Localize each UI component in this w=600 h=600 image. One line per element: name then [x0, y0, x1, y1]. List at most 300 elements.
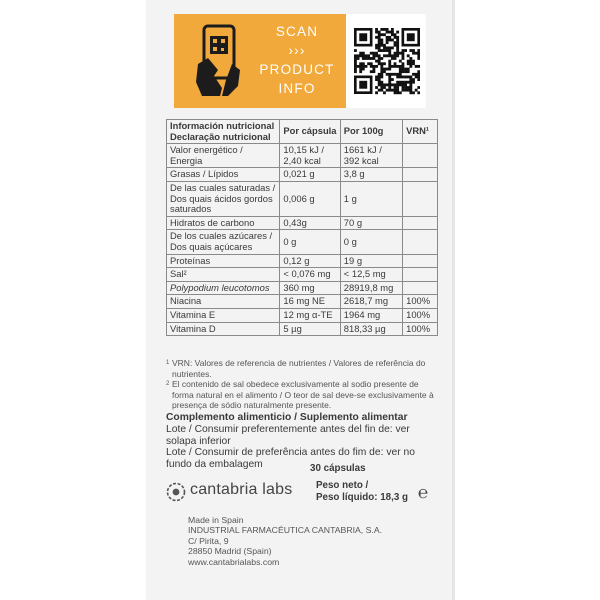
- qr-module: [370, 52, 373, 55]
- qr-module: [380, 89, 383, 92]
- qr-module: [396, 73, 399, 76]
- qr-module: [396, 86, 399, 89]
- qr-module: [388, 54, 391, 57]
- qr-module: [402, 81, 405, 84]
- qr-module: [372, 54, 375, 57]
- qr-module: [386, 46, 389, 49]
- qr-module: [380, 68, 383, 71]
- qr-module: [380, 33, 383, 36]
- qr-module: [354, 70, 357, 73]
- qr-module: [396, 44, 399, 47]
- qr-module: [399, 70, 402, 73]
- qr-module: [378, 81, 381, 84]
- footnote-mark: 2: [166, 381, 170, 387]
- table-row: [167, 216, 438, 230]
- qr-module: [417, 86, 420, 89]
- qr-module: [402, 68, 405, 71]
- qr-module: [375, 91, 378, 94]
- qr-module: [388, 49, 391, 52]
- row-per-100g: 70 g: [340, 216, 402, 230]
- brand-logo: [166, 480, 331, 504]
- qr-module: [399, 68, 402, 71]
- qr-module: [386, 28, 389, 31]
- header-vrn: VRN¹: [403, 120, 438, 144]
- qr-module: [417, 76, 420, 79]
- qr-module: [391, 73, 394, 76]
- row-vrn: [403, 144, 438, 168]
- qr-module: [362, 57, 365, 60]
- row-per-100g: 1964 mg: [340, 308, 402, 322]
- qr-code-icon[interactable]: [354, 24, 420, 98]
- address-line: INDUSTRIAL FARMACÉUTICA CANTABRIA, S.A.: [188, 525, 383, 536]
- qr-module: [388, 65, 391, 68]
- qr-module: [372, 70, 375, 73]
- qr-module: [399, 52, 402, 55]
- qr-module: [365, 54, 368, 57]
- scan-promo-banner: [174, 14, 426, 108]
- qr-module: [354, 60, 357, 63]
- qr-module: [396, 91, 399, 94]
- qr-module: [409, 57, 412, 60]
- qr-module: [407, 62, 410, 65]
- product-label: PRODUCT: [259, 62, 335, 77]
- row-vrn: [403, 168, 438, 182]
- qr-module: [380, 81, 383, 84]
- qr-module: [383, 49, 386, 52]
- row-label: De las cuales saturadas / Dos quais ácidos gordos saturados: [167, 181, 280, 216]
- qr-module: [417, 73, 420, 76]
- row-per-capsule: < 0,076 mg: [280, 268, 340, 282]
- header-per-capsule: Por cápsula: [280, 120, 340, 144]
- qr-module: [412, 78, 415, 81]
- qr-module: [415, 65, 418, 68]
- qr-module: [391, 78, 394, 81]
- qr-module: [359, 65, 362, 68]
- qr-module: [386, 73, 389, 76]
- qr-module: [399, 60, 402, 63]
- address-line: C/ Pirita, 9: [188, 535, 229, 546]
- qr-module: [417, 65, 420, 68]
- scan-label: SCAN: [275, 24, 319, 39]
- qr-module: [394, 73, 397, 76]
- phone-qr-icon: [192, 24, 246, 98]
- qr-module: [391, 28, 394, 31]
- qr-module: [396, 52, 399, 55]
- address-line: 28850 Madrid (Spain): [188, 546, 272, 557]
- arrows-label: ›››: [288, 43, 306, 58]
- qr-module: [388, 83, 391, 86]
- qr-module: [399, 65, 402, 68]
- net-weight-line1: Peso neto /: [316, 480, 369, 491]
- qr-module: [407, 81, 410, 84]
- row-per-capsule: 10,15 kJ / 2,40 kcal: [280, 144, 340, 168]
- supplement-label: Complemento alimenticio / Suplemento alimentar: [166, 412, 408, 423]
- qr-module: [386, 41, 389, 44]
- qr-module: [388, 46, 391, 49]
- qr-module: [383, 46, 386, 49]
- qr-module: [415, 89, 418, 92]
- qr-module: [396, 39, 399, 42]
- qr-module: [362, 54, 365, 57]
- qr-module: [399, 73, 402, 76]
- qr-module: [394, 91, 397, 94]
- row-label: Hidratos de carbono: [167, 216, 280, 230]
- qr-module: [409, 62, 412, 65]
- address-line: Made in Spain: [188, 515, 244, 525]
- qr-module: [409, 81, 412, 84]
- qr-module: [383, 44, 386, 47]
- qr-module: [386, 54, 389, 57]
- qr-module: [378, 60, 381, 63]
- table-row: [167, 144, 438, 168]
- qr-module: [396, 49, 399, 52]
- qr-module: [386, 36, 389, 39]
- qr-module: [412, 62, 415, 65]
- qr-module: [378, 76, 381, 79]
- qr-module: [394, 83, 397, 86]
- qr-module: [396, 54, 399, 57]
- qr-module: [372, 65, 375, 68]
- qr-module: [378, 73, 381, 76]
- table-row: [167, 268, 438, 282]
- qr-module: [375, 65, 378, 68]
- qr-module: [388, 73, 391, 76]
- row-label: Proteínas: [167, 254, 280, 268]
- qr-module: [415, 73, 418, 76]
- brand-name: cantabria labs: [190, 481, 293, 498]
- qr-module: [402, 52, 405, 55]
- qr-module: [391, 46, 394, 49]
- qr-module: [396, 83, 399, 86]
- row-label: Niacina: [167, 295, 280, 309]
- qr-module: [396, 81, 399, 84]
- row-per-capsule: 360 mg: [280, 281, 340, 295]
- qr-module: [396, 89, 399, 92]
- table-row: [167, 230, 438, 254]
- qr-module: [375, 28, 378, 31]
- qr-module: [396, 41, 399, 44]
- qr-module: [402, 54, 405, 57]
- qr-module: [394, 62, 397, 65]
- qr-module: [375, 46, 378, 49]
- qr-module: [394, 36, 397, 39]
- qr-module: [380, 39, 383, 42]
- qr-module: [386, 31, 389, 34]
- qr-module: [402, 83, 405, 86]
- qr-module: [354, 62, 357, 65]
- row-per-100g: 1 g: [340, 181, 402, 216]
- qr-module: [375, 54, 378, 57]
- qr-module: [380, 70, 383, 73]
- qr-module: [412, 81, 415, 84]
- qr-module: [409, 60, 412, 63]
- qr-module: [407, 60, 410, 63]
- qr-module: [378, 57, 381, 60]
- net-weight: [316, 480, 408, 504]
- qr-module: [404, 89, 407, 92]
- row-label: De los cuales azúcares / Dos quais açúcares: [167, 230, 280, 254]
- qr-module: [367, 54, 370, 57]
- row-per-100g: < 12,5 mg: [340, 268, 402, 282]
- qr-module: [388, 89, 391, 92]
- qr-module: [370, 65, 373, 68]
- qr-module: [402, 57, 405, 60]
- qr-module: [396, 36, 399, 39]
- qr-module: [375, 76, 378, 79]
- table-row: [167, 181, 438, 216]
- qr-module: [404, 83, 407, 86]
- qr-module: [375, 36, 378, 39]
- qr-module: [407, 76, 410, 79]
- footnote-text: VRN: Valores de referencia de nutrientes / Valores de referência do nutrientes.: [172, 358, 426, 379]
- manufacturer-address: [188, 515, 382, 567]
- qr-module: [365, 65, 368, 68]
- row-per-capsule: 0 g: [280, 230, 340, 254]
- qr-module: [383, 83, 386, 86]
- qr-module: [370, 70, 373, 73]
- website-link[interactable]: www.cantabrialabs.com: [188, 556, 280, 567]
- qr-module: [380, 41, 383, 44]
- qr-module: [378, 54, 381, 57]
- qr-module: [391, 83, 394, 86]
- qr-module: [407, 70, 410, 73]
- row-vrn: [403, 230, 438, 254]
- row-label: Polypodium leucotomos: [167, 281, 280, 295]
- box-side-edge: [452, 0, 455, 600]
- row-label: Valor energético / Energia: [167, 144, 280, 168]
- qr-module: [354, 68, 357, 71]
- qr-module: [404, 81, 407, 84]
- qr-module: [362, 62, 365, 65]
- qr-module: [391, 54, 394, 57]
- qr-module: [409, 49, 412, 52]
- qr-module: [378, 83, 381, 86]
- footnote-salt: [166, 379, 438, 411]
- table-row: [167, 308, 438, 322]
- qr-module: [394, 41, 397, 44]
- scan-product-info-text: [252, 22, 342, 98]
- scan-promo-orange-panel: [174, 14, 346, 108]
- table-row: [167, 295, 438, 309]
- qr-module: [386, 68, 389, 71]
- qr-module: [375, 60, 378, 63]
- qr-module: [391, 57, 394, 60]
- qr-module: [383, 70, 386, 73]
- qr-module: [394, 86, 397, 89]
- qr-finder-square: [359, 81, 367, 89]
- qr-module: [388, 36, 391, 39]
- qr-module: [357, 65, 360, 68]
- qr-module: [404, 76, 407, 79]
- product-info-block: [166, 412, 438, 471]
- estimated-sign-mark: ℮: [418, 483, 429, 502]
- qr-module: [375, 86, 378, 89]
- qr-module: [394, 89, 397, 92]
- row-label: Vitamina E: [167, 308, 280, 322]
- qr-module: [417, 78, 420, 81]
- qr-module: [402, 86, 405, 89]
- row-label: Sal²: [167, 268, 280, 282]
- row-per-100g: 0 g: [340, 230, 402, 254]
- qr-module: [412, 73, 415, 76]
- footnote-text: El contenido de sal obedece exclusivamente al sodio presente de forma natural en el alimento / O teor de sal deve-se exclusivamente à presença de sódio naturalmente presente.: [172, 379, 434, 410]
- qr-module: [357, 57, 360, 60]
- table-row: [167, 254, 438, 268]
- qr-module: [359, 54, 362, 57]
- qr-module: [409, 91, 412, 94]
- qr-module: [378, 49, 381, 52]
- qr-module: [375, 52, 378, 55]
- qr-module: [409, 89, 412, 92]
- row-per-100g: 1661 kJ / 392 kcal: [340, 144, 402, 168]
- footnote-mark: 1: [166, 360, 170, 366]
- qr-module: [375, 78, 378, 81]
- qr-module: [383, 54, 386, 57]
- qr-module: [386, 39, 389, 42]
- row-per-capsule: 16 mg NE: [280, 295, 340, 309]
- qr-module: [391, 39, 394, 42]
- table-row: [167, 168, 438, 182]
- table-row: [167, 281, 438, 295]
- qr-module: [380, 83, 383, 86]
- row-per-capsule: 0,12 g: [280, 254, 340, 268]
- table-header-row: [167, 120, 438, 144]
- qr-module: [417, 52, 420, 55]
- qr-module: [365, 57, 368, 60]
- qr-module: [391, 33, 394, 36]
- qr-module: [383, 86, 386, 89]
- qr-module: [407, 68, 410, 71]
- qr-module: [402, 65, 405, 68]
- row-per-capsule: 5 µg: [280, 322, 340, 336]
- row-vrn: [403, 216, 438, 230]
- qr-module: [391, 89, 394, 92]
- qr-module: [399, 83, 402, 86]
- qr-module: [396, 31, 399, 34]
- qr-module: [394, 54, 397, 57]
- qr-module: [388, 62, 391, 65]
- net-weight-line2: Peso líquido: 18,3 g: [316, 492, 408, 503]
- qr-module: [402, 89, 405, 92]
- qr-module: [378, 39, 381, 42]
- qr-module: [378, 89, 381, 92]
- qr-module: [354, 49, 357, 52]
- qr-module: [375, 44, 378, 47]
- qr-module: [383, 28, 386, 31]
- row-per-100g: 3,8 g: [340, 168, 402, 182]
- qr-module: [386, 83, 389, 86]
- qr-module: [417, 57, 420, 60]
- qr-module: [388, 78, 391, 81]
- qr-module: [380, 62, 383, 65]
- qr-module: [394, 57, 397, 60]
- qr-module: [378, 31, 381, 34]
- qr-module: [370, 62, 373, 65]
- row-per-100g: 19 g: [340, 254, 402, 268]
- qr-module: [402, 70, 405, 73]
- row-per-100g: 2618,7 mg: [340, 295, 402, 309]
- qr-module: [404, 68, 407, 71]
- qr-module: [378, 44, 381, 47]
- qr-module: [394, 65, 397, 68]
- header-nutrition-info: Información nutricional Declaração nutricional: [167, 120, 280, 144]
- qr-module: [417, 70, 420, 73]
- qr-module: [388, 86, 391, 89]
- qr-module: [380, 86, 383, 89]
- qr-module: [378, 33, 381, 36]
- qr-module: [388, 76, 391, 79]
- info-label: INFO: [278, 81, 316, 96]
- qr-module: [359, 62, 362, 65]
- qr-module: [415, 76, 418, 79]
- qr-module: [417, 91, 420, 94]
- row-label: Grasas / Lípidos: [167, 168, 280, 182]
- qr-module: [412, 91, 415, 94]
- qr-module: [412, 49, 415, 52]
- qr-module: [404, 49, 407, 52]
- row-vrn: 100%: [403, 295, 438, 309]
- qr-module: [362, 52, 365, 55]
- qr-module: [359, 52, 362, 55]
- qr-finder-square: [359, 33, 367, 41]
- row-label: Vitamina D: [167, 322, 280, 336]
- qr-module: [380, 73, 383, 76]
- row-vrn: 100%: [403, 308, 438, 322]
- lot-portuguese: Lote / Consumir de preferência antes do fim de: ver no fundo da embalagem: [166, 447, 415, 471]
- qr-module: [402, 49, 405, 52]
- qr-module: [394, 52, 397, 55]
- qr-module: [394, 44, 397, 47]
- qr-module: [409, 78, 412, 81]
- qr-module: [370, 57, 373, 60]
- row-vrn: [403, 268, 438, 282]
- qr-module: [396, 65, 399, 68]
- qr-module: [399, 76, 402, 79]
- row-vrn: 100%: [403, 322, 438, 336]
- row-per-100g: 818,33 µg: [340, 322, 402, 336]
- qr-module: [378, 62, 381, 65]
- qr-module: [354, 57, 357, 60]
- qr-module: [380, 49, 383, 52]
- qr-module: [367, 62, 370, 65]
- row-per-capsule: 12 mg α-TE: [280, 308, 340, 322]
- row-per-100g: 28919,8 mg: [340, 281, 402, 295]
- qr-module: [409, 83, 412, 86]
- qr-module: [417, 54, 420, 57]
- qr-module: [372, 57, 375, 60]
- row-vrn: [403, 254, 438, 268]
- qr-module: [409, 65, 412, 68]
- qr-module: [378, 41, 381, 44]
- qr-module: [391, 31, 394, 34]
- qr-module: [354, 54, 357, 57]
- qr-module: [378, 36, 381, 39]
- qr-module: [380, 28, 383, 31]
- row-vrn: [403, 181, 438, 216]
- qr-module: [380, 44, 383, 47]
- qr-module: [354, 65, 357, 68]
- header-per-100g: Por 100g: [340, 120, 402, 144]
- qr-module: [362, 68, 365, 71]
- qr-module: [407, 86, 410, 89]
- qr-module: [372, 52, 375, 55]
- qr-module: [391, 65, 394, 68]
- qr-module: [415, 52, 418, 55]
- cantabria-labs-logo-icon: [166, 482, 186, 502]
- qr-module: [383, 62, 386, 65]
- row-vrn: [403, 281, 438, 295]
- qr-module: [372, 68, 375, 71]
